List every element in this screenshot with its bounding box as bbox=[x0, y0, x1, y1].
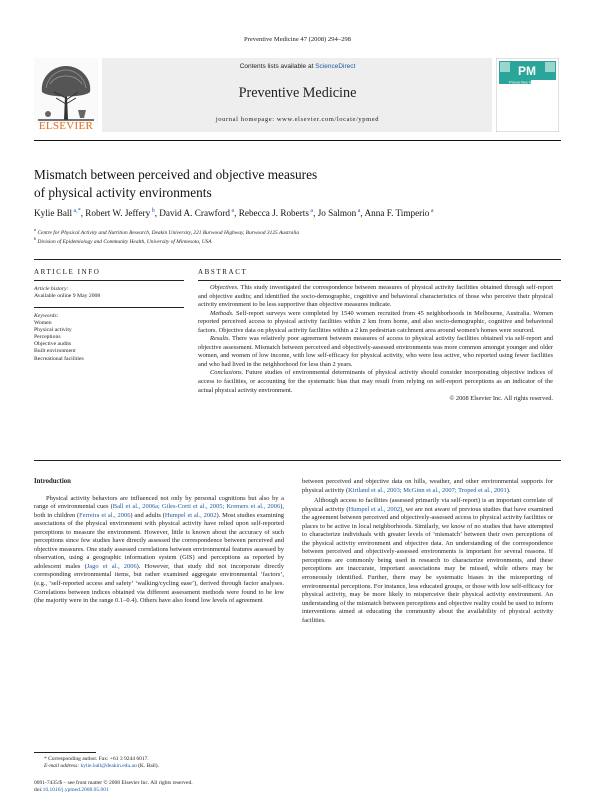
article-title-line-1: Mismatch between perceived and objective measures bbox=[34, 167, 318, 182]
affiliation-b-marker: b bbox=[34, 236, 37, 241]
doi-line bbox=[34, 787, 334, 794]
intro-right-column bbox=[302, 478, 553, 625]
author-affiliation-marker[interactable]: a bbox=[429, 208, 434, 214]
keyword-item: Women bbox=[34, 320, 52, 327]
keyword-item: Recreational facilities bbox=[34, 355, 84, 362]
journal-reference: Preventive Medicine 47 (2008) 294–298 bbox=[244, 36, 351, 43]
sciencedirect-link[interactable]: ScienceDirect bbox=[315, 63, 356, 70]
abstract-conclusions-text: Future studies of environmental determinants of physical activity should consider incorporating objective indices of access to facilities, or accounting for the systematic bias that may result from relying on self-report perceptions as an indicator of the actual physical activity environment. bbox=[198, 369, 553, 394]
email-note bbox=[44, 763, 284, 770]
affiliation-a-marker: a bbox=[34, 227, 37, 232]
abstract-results-text: There was relatively poor agreement between measures of access to physical activity facilities obtained via self-report and objective assessment. Mismatch between perceived and objectively-assessed environments was more common amongst younger and older women, and women of low income, with low self-efficacy for physical activity, who were less active, who reported using fewer facilities and who had lived in the neighborhood for less than 2 years. bbox=[198, 335, 553, 368]
history-label: Article history: bbox=[34, 286, 69, 292]
intro-paragraph-1-continued: between perceived and objective data on hills, weather, and other environmental supports for physical activity (Kirtland et al., 2003; McGinn et al., 2007; Troped et al., 2001). bbox=[302, 478, 553, 494]
email-suffix: (K. Ball). bbox=[136, 763, 160, 770]
intro-left-column bbox=[34, 478, 284, 606]
author-list bbox=[34, 208, 564, 218]
section-heading-introduction: Introduction bbox=[34, 478, 71, 485]
header-rule bbox=[34, 140, 561, 141]
citation-link[interactable]: Ferreira et al., 2006 bbox=[79, 511, 131, 519]
abstract-results bbox=[198, 335, 553, 369]
email-label: E-mail address: bbox=[44, 763, 81, 770]
abstract-end-rule bbox=[34, 460, 561, 461]
author-affiliation-marker[interactable]: a bbox=[229, 208, 235, 214]
author-separator: , bbox=[360, 208, 365, 219]
abstract-objectives-label: Objectives. bbox=[210, 284, 239, 291]
front-matter-rule bbox=[34, 259, 561, 260]
history-rule bbox=[34, 307, 184, 308]
author-name: Rebecca J. Roberts bbox=[238, 208, 309, 219]
journal-title: Preventive Medicine bbox=[238, 85, 357, 101]
author-separator: , bbox=[313, 208, 318, 219]
article-info-heading: ARTICLE INFO bbox=[34, 268, 101, 276]
bottom-meta bbox=[34, 780, 334, 794]
affiliation-a-text: Centre for Physical Activity and Nutrition Research, Deakin University, 221 Burwood Highway, Burwood 3125 Australia bbox=[37, 229, 300, 236]
abstract-results-label: Results. bbox=[210, 335, 231, 343]
keywords-block bbox=[34, 313, 184, 363]
affiliation-b-text: Division of Epidemiology and Community Health, University of Minnesota, USA bbox=[37, 238, 212, 245]
author-affiliation-marker[interactable]: a bbox=[356, 208, 361, 214]
abstract-objectives bbox=[198, 284, 553, 310]
abstract-conclusions-label: Conclusions. bbox=[210, 369, 244, 377]
abstract-rule bbox=[198, 280, 561, 281]
author-name: Robert W. Jeffery bbox=[85, 208, 151, 219]
affiliation-a bbox=[34, 227, 564, 236]
citation-link[interactable]: Jago et al., 2006 bbox=[86, 562, 137, 570]
author-affiliation-marker[interactable]: b bbox=[150, 208, 155, 214]
citation-link[interactable]: Humpel et al., 2002 bbox=[164, 511, 217, 519]
keyword-item: Perceptions bbox=[34, 334, 61, 341]
contents-prefix: Contents lists available at bbox=[239, 63, 316, 70]
citation-link[interactable]: Ball et al., 2006a; Giles-Corti et al., 2005; Kremers et al., 2006 bbox=[112, 503, 281, 511]
cover-title: Preventive Medicine bbox=[508, 79, 546, 85]
author-name: Anna F. Timperio bbox=[364, 208, 430, 219]
abstract-heading: ABSTRACT bbox=[198, 268, 248, 276]
homepage-prefix: journal homepage: bbox=[215, 116, 277, 123]
author-separator: , bbox=[154, 208, 160, 219]
author-affiliation-marker[interactable]: a bbox=[308, 208, 314, 214]
keyword-item: Objective audits bbox=[34, 341, 72, 348]
abstract-body bbox=[198, 284, 553, 404]
homepage-url[interactable]: www.elsevier.com/locate/ypmed bbox=[276, 116, 380, 123]
article-title bbox=[34, 166, 554, 201]
article-history bbox=[34, 286, 184, 300]
intro-paragraph-2: Although access to facilities (assessed primarily via self-report) is an important correlate of physical activity (Humpel et al., 2002), we are not aware of previous studies that have examined the agreement between perceived and objectively-assessed access to physical activity facilities or places to be active in local neighborhoods. Similarly, we know of no studies that have attempted to characterize individuals with greater levels of ‘mismatch’ between their own perceptions of the physical activity environment and objective data. An understanding of the correspondence between perceived and objectively-assessed environments is important for several reasons. If perceptions are commonly being used in research to characterize environments, and these perceptions are inaccurate, important associations may be missed, while others may be erroneously identified. Further, there may be systematic biases in the misreporting of environmental perceptions. For instance, less educated groups, or those with low self-efficacy for physical activity, may be more likely to misperceive their physical activity environment. An understanding of the mismatch between perceptions and objective reality could be used to inform interventions aimed at educating the community about the availability of physical activity facilities. bbox=[302, 497, 554, 624]
doi-prefix: doi: bbox=[34, 787, 43, 794]
article-info-rule bbox=[34, 280, 184, 281]
author-name: David A. Crawford bbox=[159, 208, 230, 219]
abstract-copyright: © 2008 Elsevier Inc. All rights reserved. bbox=[449, 395, 553, 403]
citation-link[interactable]: Humpel et al., 2002 bbox=[348, 505, 401, 513]
history-value: Available online 9 May 2008 bbox=[34, 293, 101, 300]
article-title-line-2: of physical activity environments bbox=[34, 184, 212, 200]
abstract-methods bbox=[198, 310, 553, 336]
keyword-item: Built environment bbox=[34, 348, 76, 355]
author-separator: , bbox=[234, 208, 239, 219]
corresponding-author-note: * Corresponding author. Fax: +61 3 9244 6017. bbox=[44, 756, 149, 762]
keywords-label: Keywords: bbox=[34, 313, 59, 319]
abstract-objectives-text: This study investigated the correspondence between measures of physical activity facilities obtained through self-report and objective audits; and identified the socio-demographic, cognitive and behavioral characteristics of those who perceive their physical activity environment to be less supportive than objective measures indicate. bbox=[198, 284, 553, 309]
author-name: Kylie Ball bbox=[34, 208, 73, 219]
author-name: Jo Salmon bbox=[317, 208, 357, 219]
email-link[interactable]: kylie.ball@deakin.edu.au bbox=[80, 763, 137, 770]
footnote bbox=[44, 756, 284, 770]
cover-letters: PM bbox=[518, 64, 536, 78]
footnote-rule bbox=[34, 752, 96, 753]
doi-link[interactable]: 10.1016/j.ypmed.2008.05.001 bbox=[42, 787, 109, 794]
abstract-methods-label: Methods. bbox=[210, 309, 234, 317]
publisher-wordmark: ELSEVIER bbox=[38, 120, 94, 132]
author-affiliation-marker[interactable]: a,* bbox=[72, 208, 81, 214]
author-separator: , bbox=[80, 208, 86, 219]
abstract-methods-text: Self-report surveys were completed by 1540 women recruited from 45 neighborhoods in Melbourne, Australia. Women reported perceived access to physical activity facilities within 2 km from home, and also socio-demographic, cognitive and behavioral factors. Objective data on physical activity facilities within a 2 km pedestrian catchment area around women's homes were sourced. bbox=[198, 309, 553, 334]
issn-line: 0091-7435/$ – see front matter © 2008 Elsevier Inc. All rights reserved. bbox=[34, 780, 193, 786]
journal-cover-image bbox=[496, 58, 559, 132]
abstract-conclusions bbox=[198, 369, 553, 395]
citation-link[interactable]: Kirtland et al., 2003; McGinn et al., 2007; Troped et al., 2001 bbox=[348, 486, 507, 494]
affiliation-b bbox=[34, 236, 564, 245]
keyword-item: Physical activity bbox=[34, 327, 72, 334]
intro-paragraph-1: Physical activity behaviors are influenced not only by personal cognitions but also by a range of environmental cues (Ball et al., 2006a; Giles-Corti et al., 2005; Kremers et al., 2006), both in children (Ferreira et al., 2006) and adults (Humpel et al., 2002). Most studies examining associations of the physical environment with physical activity have relied upon self-reported perceptions to measure the environment. However, little is known about the accuracy of such perceptions since few studies have directly assessed the correspondence between perceived and objective measures. One study assessed correlations between environmental features assessed by observation, using a geographic information system (GIS) and perceptions as reported by adolescent males (Jago et al., 2006). However, that study did not incorporate directly corresponding environmental items, but rather examined aggregate environmental ‘factors’, (e.g., ‘self-reported access and safety’ ‘walking/cycling ease’), derived through factor analyses. Correlations between indices obtained via different assessment methods were found to be low (the majority were in the range 0.1–0.4). Others have also found low levels of agreement bbox=[34, 494, 285, 605]
